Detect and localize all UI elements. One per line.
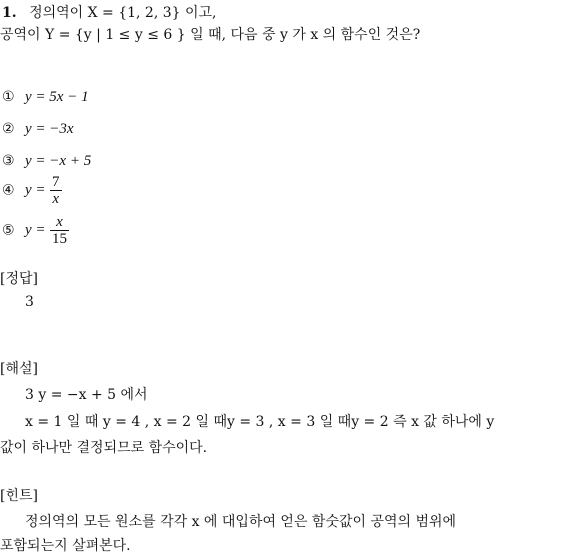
- option-3-mark: ③: [2, 153, 15, 169]
- option-4-mark: ④: [2, 182, 15, 199]
- hint-line2: 포함되는지 살펴본다.: [0, 538, 131, 554]
- hint-title: [힌트]: [0, 488, 38, 504]
- option-5-lhs: y =: [25, 222, 46, 238]
- question-line2: 공역이 Y = {y | 1 ≤ y ≤ 6 } 일 때, 다음 중 y 가 x 의 함수인 것은?: [0, 27, 421, 43]
- answer-value: 3: [25, 294, 34, 310]
- option-4[interactable]: [2, 174, 62, 207]
- option-5-fraction: [50, 214, 69, 247]
- option-4-fraction: [50, 174, 62, 207]
- hint-line1: 정의역의 모든 원소를 각각 x 에 대입하여 얻은 함숫값이 공역의 범위에: [25, 514, 457, 530]
- option-4-denominator: x: [52, 191, 60, 207]
- answer-title: [정답]: [0, 271, 38, 287]
- explanation-line3: 값이 하나만 결정되므로 함수이다.: [0, 440, 208, 456]
- option-1-mark: ①: [2, 89, 15, 105]
- option-1-text: y = 5x − 1: [25, 89, 89, 105]
- explanation-line2: x = 1 일 때 y = 4 , x = 2 일 때y = 3 , x = 3 일 때y = 2 즉 x 값 하나에 y: [25, 414, 495, 430]
- option-2[interactable]: [2, 121, 74, 138]
- question-number: 1.: [2, 5, 17, 21]
- explanation-line1: 3 y = −x + 5 에서: [25, 387, 148, 403]
- question-line1: 정의역이 X = {1, 2, 3} 이고,: [29, 5, 217, 21]
- option-4-lhs: y =: [25, 182, 46, 198]
- option-3-text: y = −x + 5: [25, 153, 92, 169]
- question-header: [2, 2, 217, 22]
- option-5-numerator: x: [50, 214, 69, 231]
- option-4-numerator: 7: [52, 174, 60, 190]
- explanation-title: [해설]: [0, 361, 38, 377]
- option-5-mark: ⑤: [2, 222, 15, 239]
- option-5[interactable]: [2, 214, 69, 247]
- option-3[interactable]: [2, 153, 91, 170]
- option-1[interactable]: [2, 89, 89, 106]
- option-2-mark: ②: [2, 121, 15, 137]
- option-2-text: y = −3x: [25, 121, 74, 137]
- option-5-denominator: 15: [52, 231, 67, 247]
